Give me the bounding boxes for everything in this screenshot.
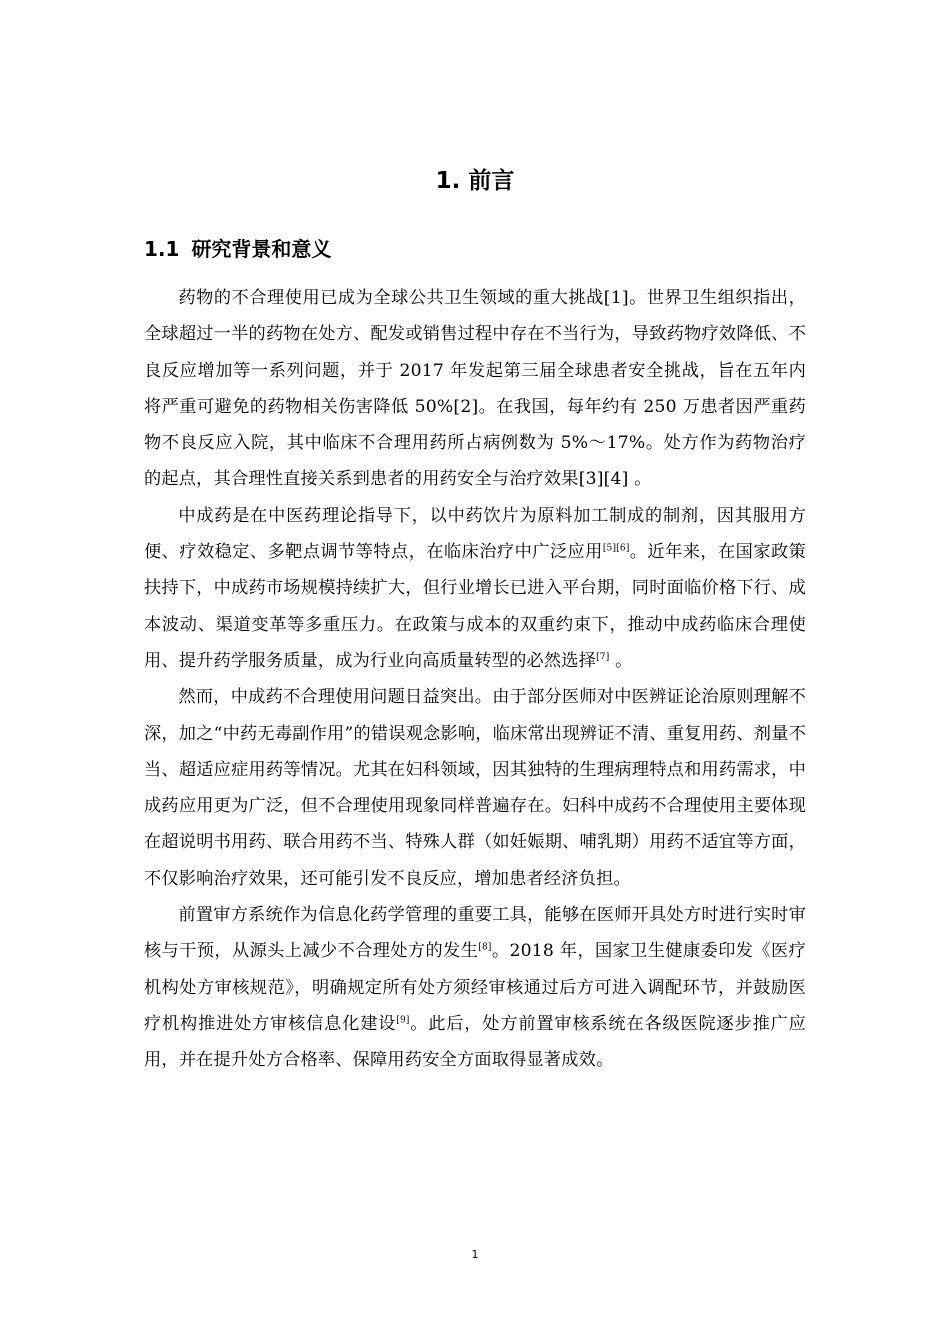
- paragraph-1: 药物的不合理使用已成为全球公共卫生领域的重大挑战[1]。世界卫生组织指出，全球超过一半的药物在处方、配发或销售过程中存在不当行为，导致药物疗效降低、不良反应增加等一系列问题，并于 2017 年发起第三届全球患者安全挑战，旨在五年内将严重可避免的药物相关伤害降低 50%[2]。在我国，每年约有 250 万患者因严重药物不良反应入院，其中临床不合理用药所占病例数为 5%～17%。处方作为药物治疗的起点，其合理性直接关系到患者的用药安全与治疗效果[3][4] 。: [144, 288, 806, 490]
- section-title: 研究背景和意义: [191, 237, 332, 261]
- paragraph-3: 然而，中成药不合理使用问题日益突出。由于部分医师对中医辨证论治原则理解不深，加之“中药无毒副作用”的错误观念影响，临床常出现辨证不清、重复用药、剂量不当、超适应症用药等情况。尤其在妇科领域，因其独特的生理病理特点和用药需求，中成药应用更为广泛，但不合理使用现象同样普遍存在。妇科中成药不合理使用主要体现在超说明书用药、联合用药不当、特殊人群（如妊娠期、哺乳期）用药不适宜等方面，不仅影响治疗效果，还可能引发不良反应，增加患者经济负担。: [144, 687, 806, 889]
- citation: [7]: [596, 652, 610, 663]
- section-number: 1.1: [144, 237, 180, 261]
- body-text: [144, 280, 806, 1079]
- section-heading: [144, 232, 331, 266]
- citation: [9]: [396, 1015, 410, 1026]
- paragraph-2: 中成药是在中医药理论指导下，以中药饮片为原料加工制成的制剂，因其服用方便、疗效稳定、多靶点调节等特点，在临床治疗中广泛应用[5][6]。近年来，在国家政策扶持下，中成药市场规模持续扩大，但行业增长已进入平台期，同时面临价格下行、成本波动、渠道变革等多重压力。在政策与成本的双重约束下，推动中成药临床合理使用、提升药学服务质量，成为行业向高质量转型的必然选择[7] 。: [144, 505, 806, 671]
- chapter-title: 1. 前言: [435, 168, 515, 194]
- page-number: 1: [471, 1248, 479, 1261]
- citation: [5][6]: [602, 543, 630, 554]
- citation: [8]: [478, 942, 492, 953]
- paragraph-4: 前置审方系统作为信息化药学管理的重要工具，能够在医师开具处方时进行实时审核与干预，从源头上减少不合理处方的发生[8]。2018 年，国家卫生健康委印发《医疗机构处方审核规范》，明确规定所有处方须经审核通过后方可进入调配环节，并鼓励医疗机构推进处方审核信息化建设[9]。此后，处方前置审核系统在各级医院逐步推广应用，并在提升处方合格率、保障用药安全方面取得显著成效。: [144, 905, 806, 1071]
